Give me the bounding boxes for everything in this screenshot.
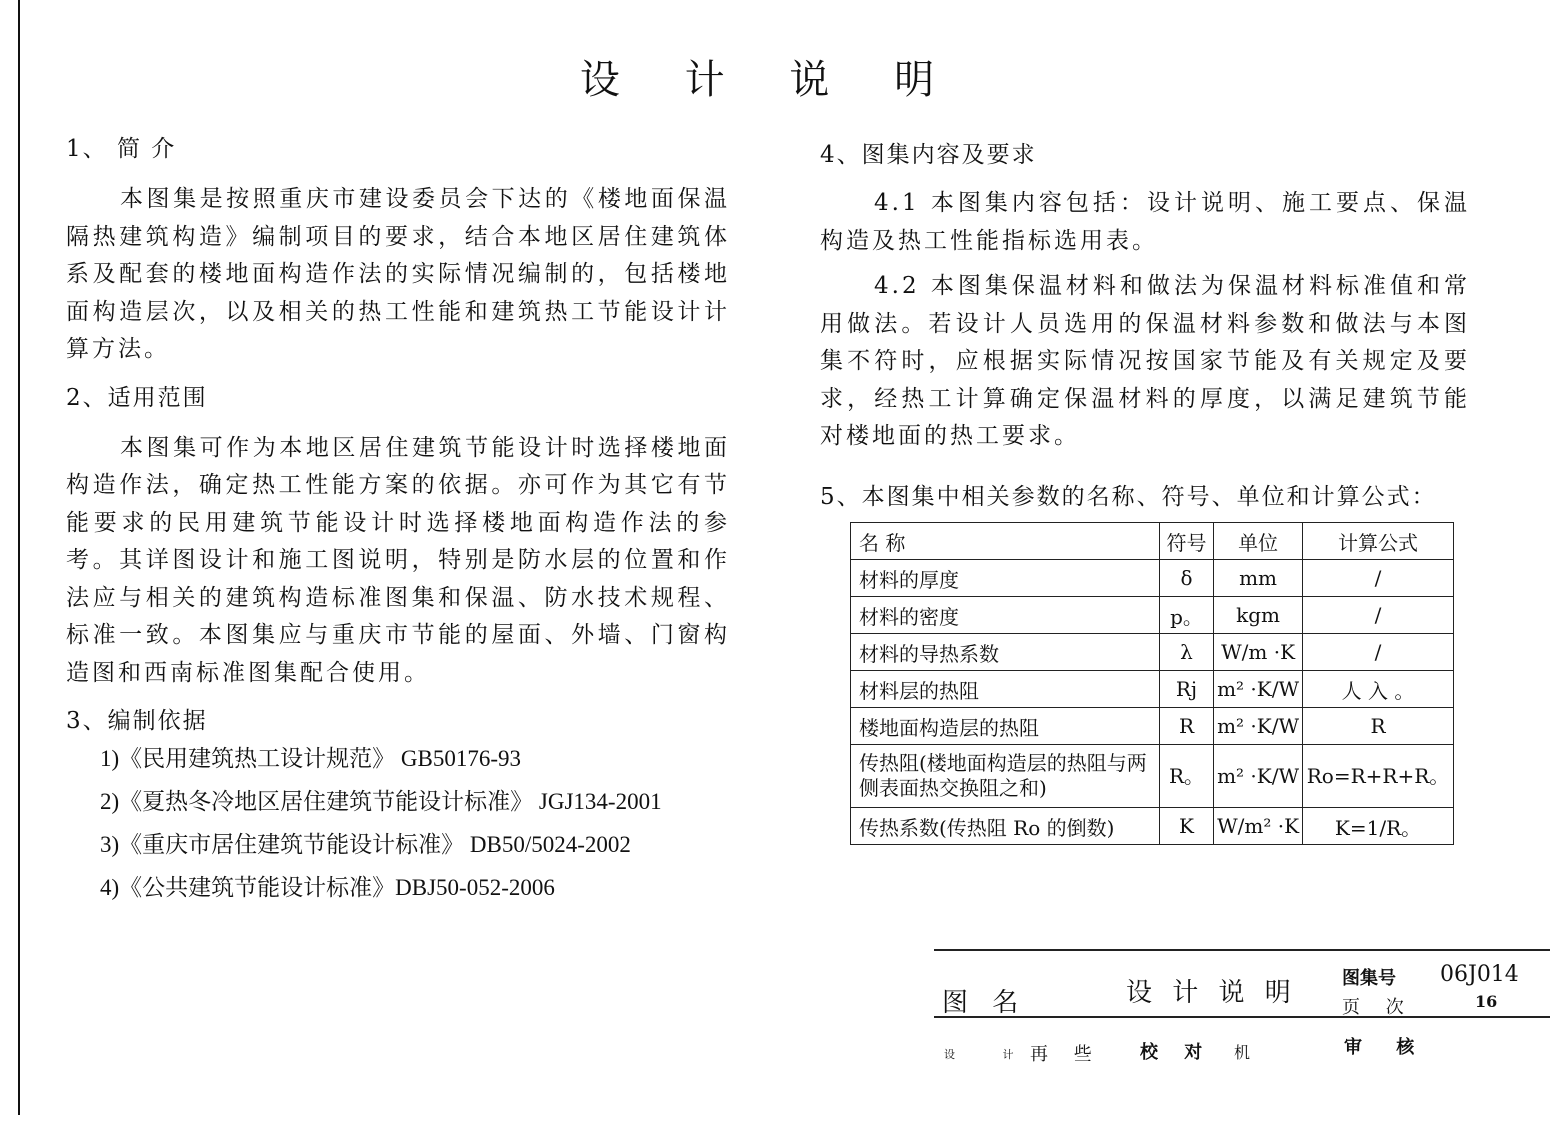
section1-body: 本图集是按照重庆市建设委员会下达的《楼地面保温隔热建筑构造》编制项目的要求，结合本地区居住建筑体系及配套的楼地面构造作法的实际情况编制的，包括楼地面构造层次，以及相关的热工性能和建筑热工节能设计计算方法。 bbox=[66, 186, 730, 362]
table-header-row bbox=[851, 523, 1454, 560]
page-title: 设 计 说 明 bbox=[579, 57, 961, 103]
table-cell: p。 bbox=[1159, 597, 1213, 634]
reference-item: 3)《重庆市居住建筑节能设计标准》 DB50/5024-2002 bbox=[100, 832, 631, 857]
reference-list bbox=[66, 737, 730, 909]
table-row bbox=[851, 560, 1454, 597]
table-cell: m² ·K/W bbox=[1214, 745, 1303, 808]
table-cell: R bbox=[1159, 708, 1213, 745]
table-cell: kgm bbox=[1214, 597, 1303, 634]
table-cell: mm bbox=[1214, 560, 1303, 597]
table-cell: / bbox=[1303, 634, 1454, 671]
table-cell: 传热系数(传热阻 Ro 的倒数) bbox=[851, 808, 1160, 845]
designer-signature: 再 些 bbox=[1030, 1044, 1102, 1065]
reference-item: 2)《夏热冬冷地区居住建筑节能设计标准》 JGJ134-2001 bbox=[100, 789, 662, 814]
table-row bbox=[851, 671, 1454, 708]
table-cell: K=1/R。 bbox=[1303, 808, 1454, 845]
page-number-value: 16 bbox=[1475, 992, 1498, 1011]
table-cell: W/m² ·K bbox=[1214, 808, 1303, 845]
table-cell: 传热阻(楼地面构造层的热阻与两侧表面热交换阻之和) bbox=[851, 745, 1160, 808]
table-cell: K bbox=[1159, 808, 1213, 845]
table-cell: δ bbox=[1159, 560, 1213, 597]
table-header-cell: 名 称 bbox=[851, 523, 1160, 560]
title-block-top-line bbox=[934, 949, 1550, 951]
section1-heading: 1、 简 介 bbox=[66, 136, 177, 162]
left-column bbox=[66, 130, 730, 909]
table-cell: 材料的厚度 bbox=[851, 560, 1160, 597]
atlas-number-label: 图集号 bbox=[1342, 968, 1396, 989]
drawing-name-label: 图 名 bbox=[942, 988, 1027, 1018]
table-cell: 人 入 。 bbox=[1303, 671, 1454, 708]
table-cell: / bbox=[1303, 597, 1454, 634]
table-cell: R。 bbox=[1159, 745, 1213, 808]
section5-heading: 5、本图集中相关参数的名称、符号、单位和计算公式： bbox=[820, 483, 1437, 510]
section3-heading: 3、编制依据 bbox=[66, 708, 208, 734]
table-cell: 材料的导热系数 bbox=[851, 634, 1160, 671]
page-number-label: 页 次 bbox=[1342, 997, 1414, 1018]
table-cell: R bbox=[1303, 708, 1454, 745]
atlas-number-value: 06J014 bbox=[1440, 962, 1519, 987]
table-cell: m² ·K/W bbox=[1214, 708, 1303, 745]
table-cell: Rj bbox=[1159, 671, 1213, 708]
table-cell: Ro=R+R+R。 bbox=[1303, 745, 1454, 808]
section4-heading: 4、图集内容及要求 bbox=[820, 142, 1037, 168]
page-border-line bbox=[18, 0, 20, 1115]
table-header-cell: 计算公式 bbox=[1303, 523, 1454, 560]
table-row bbox=[851, 634, 1454, 671]
title-block-divider-line bbox=[934, 1016, 1550, 1018]
table-cell: 材料层的热阻 bbox=[851, 671, 1160, 708]
table-cell: / bbox=[1303, 560, 1454, 597]
table-cell: 材料的密度 bbox=[851, 597, 1160, 634]
table-cell: 楼地面构造层的热阻 bbox=[851, 708, 1160, 745]
section2-body: 本图集可作为本地区居住建筑节能设计时选择楼地面构造作法，确定热工性能方案的依据。亦可作为其它有节能要求的民用建筑节能设计时选择楼地面构造作法的参考。其详图设计和施工图说明，特别是防水层的位置和作法应与相关的建筑构造标准图集和保温、防水技术规程、标准一致。本图集应与重庆市节能的屋面、外墙、门窗构造图和西南标准图集配合使用。 bbox=[66, 434, 730, 686]
right-column bbox=[820, 136, 1470, 511]
table-cell: λ bbox=[1159, 634, 1213, 671]
table-cell: m² ·K/W bbox=[1214, 671, 1303, 708]
reference-item: 1)《民用建筑热工设计规范》 GB50176-93 bbox=[100, 746, 522, 771]
reference-item: 4)《公共建筑节能设计标准》DBJ50-052-2006 bbox=[100, 875, 555, 900]
table-row bbox=[851, 808, 1454, 845]
checker-signature: 机 bbox=[1234, 1043, 1251, 1062]
table-header-cell: 符号 bbox=[1159, 523, 1213, 560]
table-cell: W/m ·K bbox=[1214, 634, 1303, 671]
table-row bbox=[851, 597, 1454, 634]
designer-label: 设 计 bbox=[944, 1048, 1036, 1061]
drawing-name-value: 设 计 说 明 bbox=[1126, 978, 1297, 1008]
section4-p2: 4.2 本图集保温材料和做法为保温材料标准值和常 用做法。若设计人员选用的保温材料参数和做法与本图 集不符时，应根据实际情况按国家节能及有关规定及要 求，经热工计算确定保温材料的厚度，以满足建筑节能 对楼地面的热工要求。 bbox=[820, 273, 1470, 449]
parameter-table bbox=[850, 522, 1454, 845]
reviewer-label: 审 核 bbox=[1344, 1037, 1429, 1058]
table-row bbox=[851, 745, 1454, 808]
table-row bbox=[851, 708, 1454, 745]
table-header-cell: 单位 bbox=[1214, 523, 1303, 560]
checker-label: 校 对 bbox=[1140, 1042, 1213, 1063]
section4-p1: 4.1 本图集内容包括：设计说明、施工要点、保温 构造及热工性能指标选用表。 bbox=[820, 190, 1470, 254]
section2-heading: 2、适用范围 bbox=[66, 384, 208, 411]
